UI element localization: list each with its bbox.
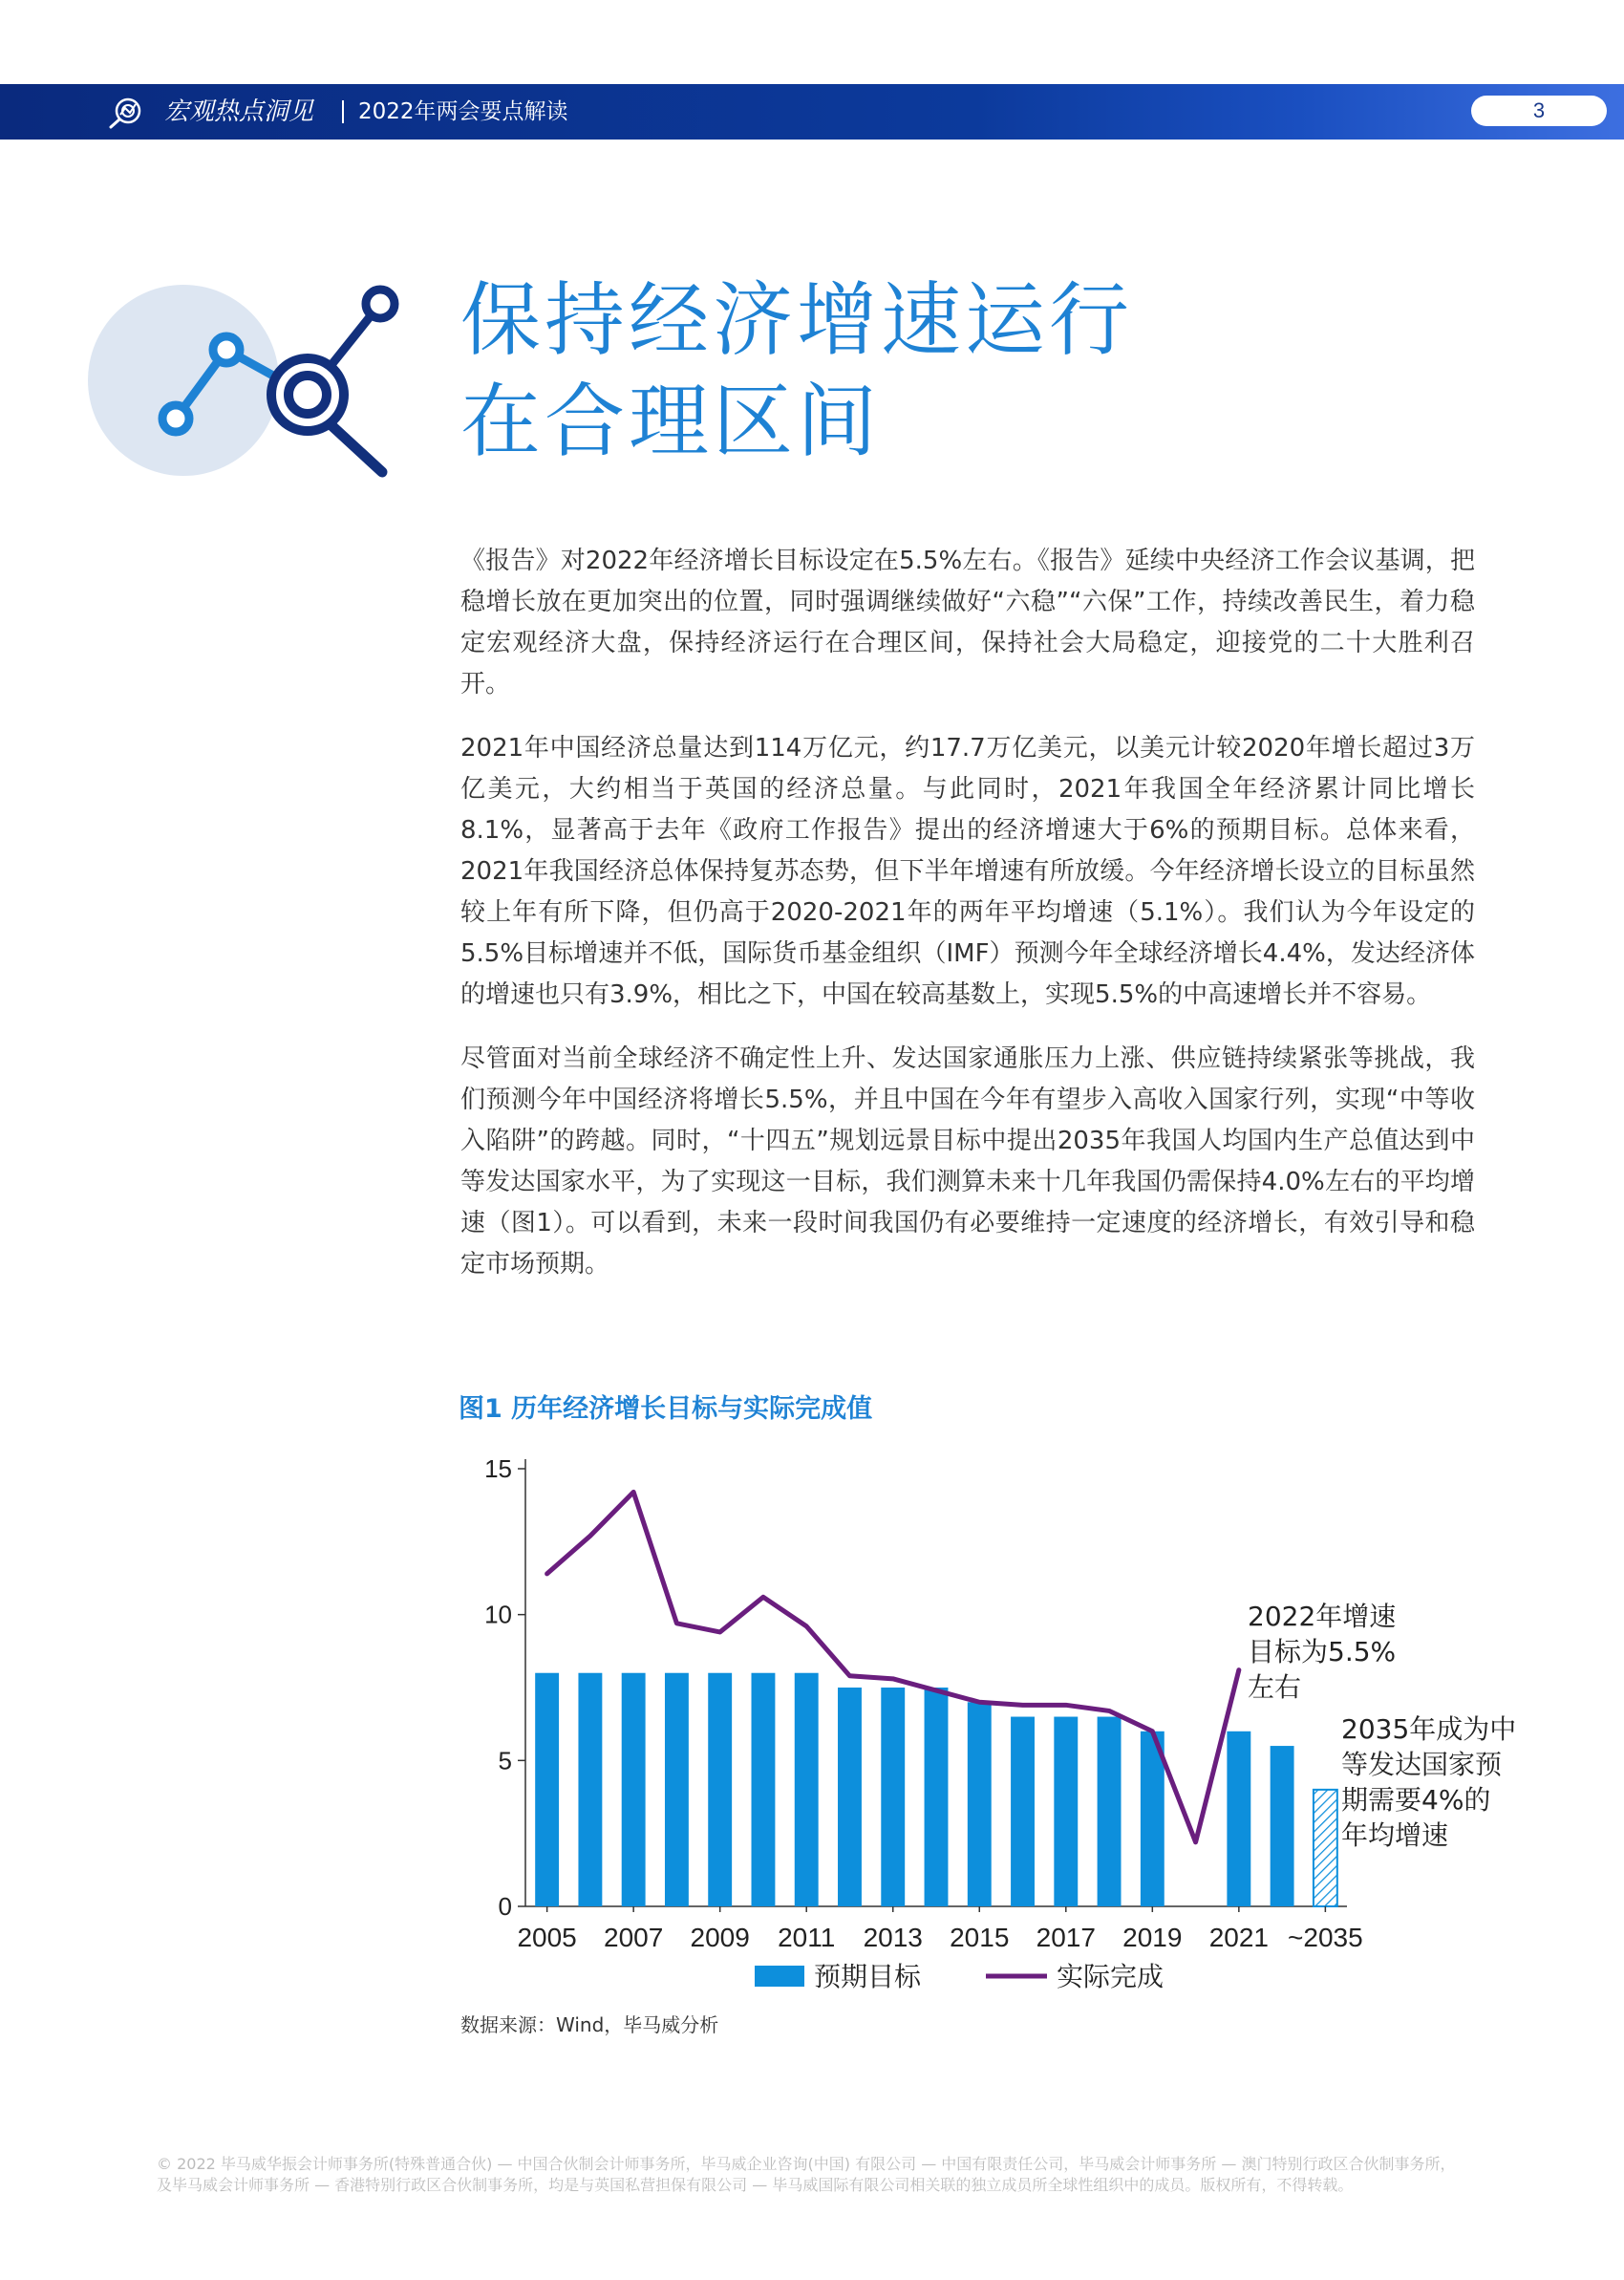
annotation-2035-line: 2035年成为中 [1341,1713,1517,1745]
growth-chart [449,1438,1538,2011]
paragraph: 2021年中国经济总量达到114万亿元，约17.7万亿美元，以美元计较2020年增长超过3万亿美元，大约相当于英国的经济总量。与此同时，2021年我国全年经济累计同比增长8.1%，显著高于去年《政府工作报告》提出的经济增速大于6%的预期目标。总体来看，2021年我国经济总体保持复苏态势，但下半年增速有所放缓。今年经济增长设立的目标虽然较上年有所下降，但仍高于2020-2021年的两年平均增速（5.1%）。我们认为今年设定的5.5%目标增速并不低，国际货币基金组织（IMF）预测今年全球经济增长4.4%，发达经济体的增速也只有3.9%，相比之下，中国在较高基数上，实现5.5%的中高速增长并不容易。 [460,734,1475,1009]
y-tick-label: 5 [498,1746,512,1775]
footer [157,2154,1494,2196]
legend-bar-label: 预期目标 [814,1961,922,1992]
annotation-2022-line: 目标为5.5% [1248,1636,1397,1667]
x-tick-label: 2007 [604,1923,664,1952]
annotation-2035-line: 期需要4%的 [1341,1784,1491,1816]
legend-bar-swatch [755,1966,804,1987]
target-bar [578,1673,602,1906]
target-bar [1098,1717,1122,1906]
target-bar [752,1673,776,1906]
target-bar [665,1673,689,1906]
paragraph: 《报告》对2022年经济增长目标设定在5.5%左右。《报告》延续中央经济工作会议基调，把稳增长放在更加突出的位置，同时强调继续做好“六稳”“六保”工作，持续改善民生，着力稳定宏观经济大盘，保持经济运行在合理区间，保持社会大局稳定，迎接党的二十大胜利召开。 [460,547,1475,699]
projection-bar [1314,1790,1337,1906]
x-tick-label: 2017 [1036,1923,1096,1952]
x-tick-label: 2009 [690,1923,750,1952]
target-bar [535,1673,559,1906]
title-line-1: 保持经济增速运行 [460,273,1134,367]
x-tick-label: 2019 [1122,1923,1183,1952]
x-tick-label: 2013 [863,1923,923,1952]
figure-title: 图1 历年经济增长目标与实际完成值 [459,1394,873,1424]
target-bar [1011,1717,1035,1906]
target-bar [708,1673,732,1906]
legend-line-label: 实际完成 [1057,1961,1165,1992]
header-divider [342,100,344,123]
x-tick-label: 2005 [517,1923,577,1952]
y-tick-label: 10 [484,1600,512,1629]
footer-line-2: 及毕马威会计师事务所 — 香港特别行政区合伙制事务所，均是与英国私营担保有限公司 — 毕马威国际有限公司相关联的独立成员所全球性组织中的成员。版权所有，不得转载。 [157,2176,1354,2194]
growth-analysis-icon [88,275,403,495]
x-tick-label: ~2035 [1288,1923,1363,1952]
page-title [460,269,1511,472]
header-subtitle: 2022年两会要点解读 [358,99,568,124]
footer-line-1: © 2022 毕马威华振会计师事务所(特殊普通合伙) — 中国合伙制会计师事务所，毕马威企业咨询(中国) 有限公司 — 中国有限责任公司，毕马威会计师事务所 — 澳门特别行政区合伙制事务所， [157,2155,1456,2173]
body-text [460,541,1475,1308]
target-bar [838,1688,862,1906]
target-bar [968,1702,992,1906]
paragraph: 尽管面对当前全球经济不确定性上升、发达国家通胀压力上涨、供应链持续紧张等挑战，我们预测今年中国经济将增长5.5%，并且中国在今年有望步入高收入国家行列，实现“中等收入陷阱”的跨越。同时，“十四五”规划远景目标中提出2035年我国人均国内生产总值达到中等发达国家水平，为了实现这一目标，我们测算未来十几年我国仍需保持4.0%左右的平均增速（图1）。可以看到，未来一段时间我国仍有必要维持一定速度的经济增长，有效引导和稳定市场预期。 [460,1044,1475,1279]
page-number: 3 [1471,96,1607,126]
annotation-2022-line: 2022年增速 [1248,1601,1397,1632]
magnifier-logo-icon [107,96,145,130]
x-tick-label: 2015 [950,1923,1010,1952]
title-line-2: 在合理区间 [460,375,882,468]
target-bar [622,1673,646,1906]
y-tick-label: 0 [498,1892,512,1921]
y-tick-label: 15 [484,1454,512,1483]
target-bar [1227,1732,1250,1906]
target-bar [1054,1717,1078,1906]
x-tick-label: 2011 [778,1923,836,1952]
target-bar [1271,1746,1294,1906]
target-bar [795,1673,819,1906]
annotation-2035-line: 年均增速 [1341,1819,1449,1851]
target-bar [925,1688,949,1906]
annotation-2035-line: 等发达国家预 [1341,1749,1503,1780]
header-brand: 宏观热点洞见 [164,97,314,126]
x-tick-label: 2021 [1208,1923,1269,1952]
annotation-2022-line: 左右 [1248,1671,1302,1703]
target-bar [881,1688,905,1906]
figure-source: 数据来源：Wind，毕马威分析 [460,2013,719,2036]
